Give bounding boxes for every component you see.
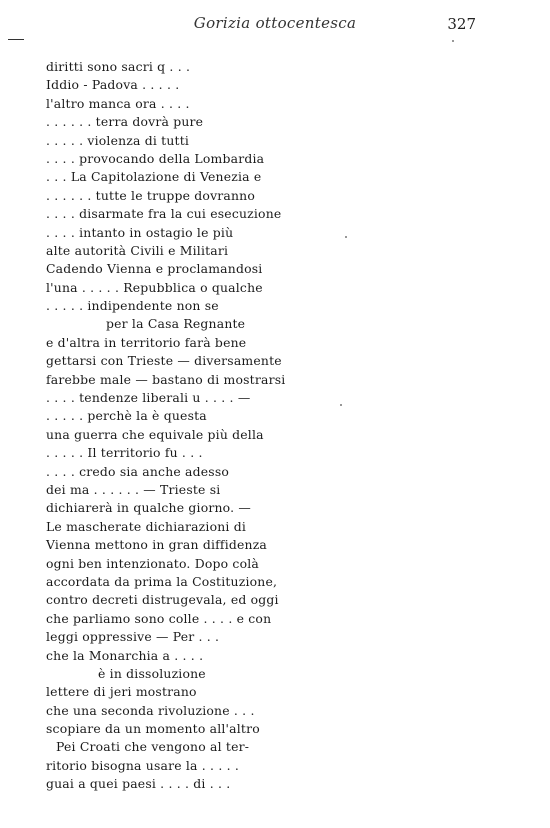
text-line: una guerra che equivale più della (46, 426, 264, 442)
text-line: Le mascherate dichiarazioni di (46, 518, 247, 534)
text-line: ogni ben intenzionato. Dopo colà (46, 555, 259, 571)
text-line: . . . . credo sia anche adesso (46, 463, 230, 479)
text-line: . . . . . . tutte le truppe dovranno (46, 187, 256, 203)
text-line: . . . . . violenza di tutti (46, 132, 190, 148)
text-line: . . . . . perchè la è questa (46, 408, 207, 424)
document-body (46, 58, 486, 794)
text-line: accordata da prima la Costituzione, (46, 573, 278, 589)
text-line: . . . . disarmate fra la cui esecuzione (46, 206, 282, 222)
text-line: e d'altra in territorio farà bene (46, 334, 247, 350)
text-line: . . . . . indipendente non se (46, 298, 219, 314)
print-speck (340, 404, 342, 406)
page-header (0, 14, 550, 36)
text-line: l'altro manca ora . . . . (46, 95, 190, 111)
text-line: gettarsi con Trieste — diversamente (46, 353, 282, 369)
text-line: diritti sono sacri q . . . (46, 59, 191, 74)
text-line: che la Monarchia a . . . . (46, 647, 204, 663)
text-line: che una seconda rivoluzione . . . (46, 702, 255, 718)
text-line: contro decreti distrugevala, ed oggi (46, 592, 279, 608)
text-line: alte autorità Civili e Militari (46, 242, 229, 258)
text-line: dichiarerà in qualche giorno. — (46, 500, 251, 516)
text-line: Cadendo Vienna e proclamandosi (46, 261, 263, 277)
text-line: per la Casa Regnante (106, 316, 246, 332)
print-speck (345, 236, 347, 238)
text-line: . . . . . . terra dovrà pure (46, 114, 204, 130)
text-line: . . . . . Il territorio fu . . . (46, 445, 203, 461)
text-line: . . . . tendenze liberali u . . . . — (46, 390, 251, 406)
text-line: Pei Croati che vengono al ter- (56, 739, 250, 755)
text-line: guai a quei paesi . . . . di . . . (46, 776, 231, 792)
text-line: lettere di jeri mostrano (46, 684, 197, 700)
running-title: Gorizia ottocentesca (193, 14, 357, 32)
text-line: . . . . provocando della Lombardia (46, 150, 265, 166)
text-line: leggi oppressive — Per . . . (46, 629, 220, 645)
text-line: ritorio bisogna usare la . . . . . (46, 757, 240, 773)
text-line: dei ma . . . . . . — Trieste si (46, 481, 221, 497)
text-line: Iddio - Padova . . . . . (46, 77, 180, 93)
text-line: è in dissoluzione (98, 665, 206, 681)
text-line: l'una . . . . . Repubblica o qualche (46, 279, 263, 295)
margin-rule (8, 39, 24, 40)
text-line: farebbe male — bastano di mostrarsi (46, 371, 286, 387)
text-line: che parliamo sono colle . . . . e con (46, 610, 272, 626)
page-number: 327 (447, 15, 476, 33)
print-speck (452, 40, 454, 42)
text-line: scopiare da un momento all'altro (46, 721, 260, 737)
text-line: . . . La Capitolazione di Venezia e (46, 169, 262, 185)
text-line: Vienna mettono in gran diffidenza (46, 537, 268, 553)
text-line: . . . . intanto in ostagio le più (46, 224, 234, 240)
